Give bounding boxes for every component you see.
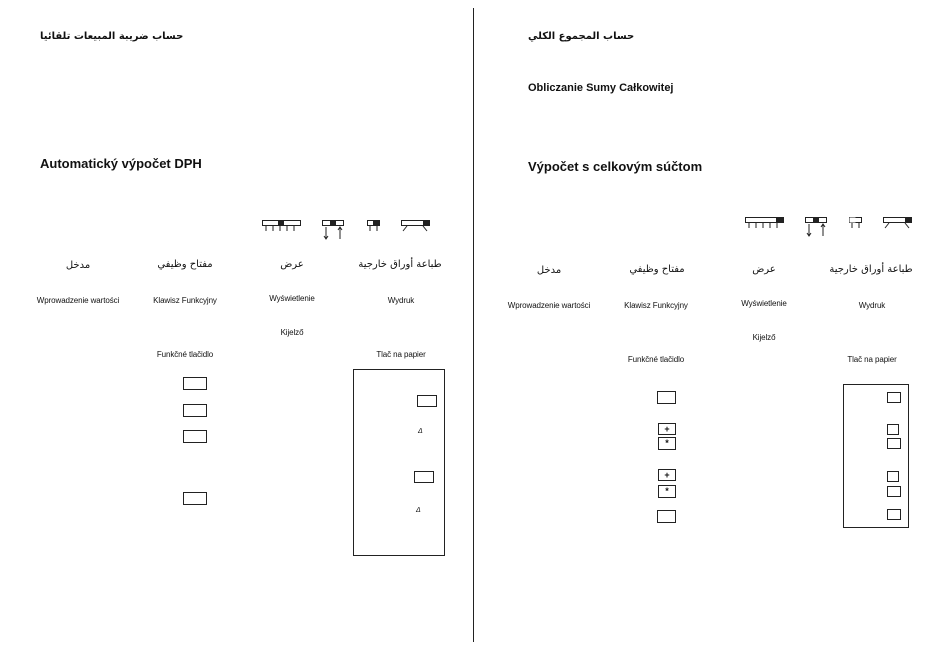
function-key-header-sk: Funkčné tlačidlo — [156, 350, 214, 359]
function-key — [183, 377, 207, 390]
tape-key-symbol — [887, 438, 901, 449]
tape-key-symbol — [887, 392, 901, 403]
decimal-switch-icon — [745, 217, 785, 229]
plus-key: + — [658, 469, 676, 481]
total-key: * — [658, 485, 676, 498]
print-header-pl: Wydruk — [858, 301, 886, 310]
print-switch-icon — [883, 217, 913, 229]
display-header-ar: عرض — [280, 259, 304, 270]
tape-key-symbol — [887, 471, 899, 482]
input-header-pl: Wprowadzenie wartości — [507, 301, 591, 310]
function-key — [657, 510, 676, 523]
input-header-pl: Wprowadzenie wartości — [36, 296, 120, 305]
arabic-title: حساب المجموع الكلي — [528, 31, 635, 42]
tape-mark: Δ — [418, 428, 423, 435]
decimal-switch-icon — [262, 220, 302, 232]
mode-switch-icon — [367, 220, 381, 232]
function-key-header-pl: Klawisz Funkcyjny — [624, 301, 688, 310]
arabic-title: حساب ضريبة المبيعات تلقائيا — [40, 31, 184, 42]
function-key-header-sk: Funkčné tlačidlo — [627, 355, 685, 364]
display-header-pl: Wyświetlenie — [269, 294, 315, 303]
function-key-header-ar: مفتاح وظيفي — [157, 259, 213, 270]
display-header-hu: Kijelző — [280, 328, 304, 337]
mode-switch-icon — [849, 217, 863, 229]
polish-title: Obliczanie Sumy Całkowitej — [528, 82, 674, 94]
display-header-pl: Wyświetlenie — [741, 299, 787, 308]
plus-key: + — [658, 423, 676, 435]
function-key — [657, 391, 676, 404]
print-header-pl: Wydruk — [387, 296, 415, 305]
print-tape — [353, 369, 445, 556]
display-header-ar: عرض — [752, 264, 776, 275]
print-switch-icon — [401, 220, 431, 232]
print-tape — [843, 384, 909, 528]
page-divider — [473, 8, 474, 642]
function-key — [183, 492, 207, 505]
display-header-hu: Kijelző — [752, 333, 776, 342]
slovak-title: Automatický výpočet DPH — [40, 156, 202, 171]
function-key — [183, 430, 207, 443]
tape-key-symbol — [414, 471, 434, 483]
rounding-switch-icon — [805, 217, 827, 239]
print-header-ar: طباعة أوراق خارجية — [829, 264, 913, 275]
tape-key-symbol — [887, 509, 901, 520]
rounding-switch-icon — [322, 220, 344, 242]
function-key-header-pl: Klawisz Funkcyjny — [153, 296, 217, 305]
tape-key-symbol — [887, 486, 901, 497]
tape-key-symbol — [417, 395, 437, 407]
slovak-title: Výpočet s celkovým súčtom — [528, 159, 703, 174]
input-header-ar: مدخل — [536, 265, 562, 276]
print-header-sk: Tlač na papier — [847, 355, 897, 364]
print-header-ar: طباعة أوراق خارجية — [358, 259, 442, 270]
print-header-sk: Tlač na papier — [376, 350, 426, 359]
tape-key-symbol — [887, 424, 899, 435]
tape-mark: Δ — [416, 507, 421, 514]
function-key — [183, 404, 207, 417]
total-key: * — [658, 437, 676, 450]
function-key-header-ar: مفتاح وظيفي — [629, 264, 685, 275]
input-header-ar: مدخل — [65, 260, 91, 271]
